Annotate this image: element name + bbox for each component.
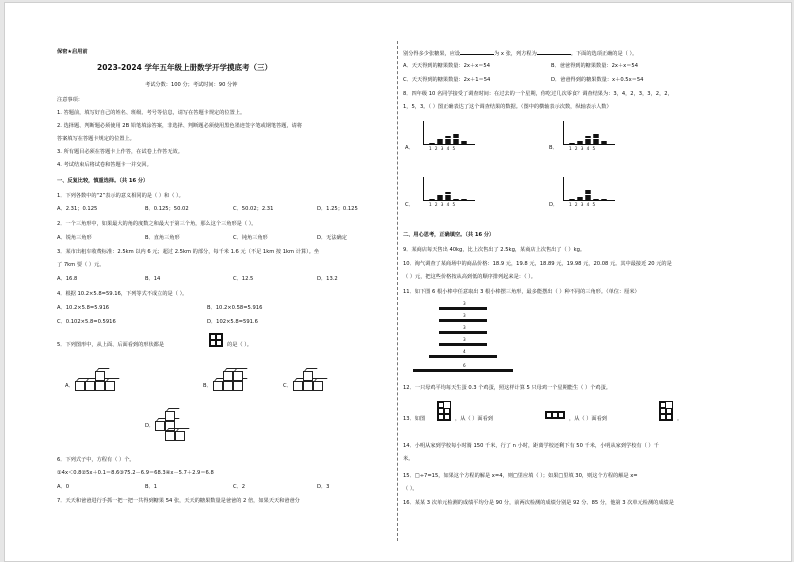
q15-text-b: （ ）。 bbox=[403, 486, 418, 492]
q4-option-b: B．10.2×0.58=5.916 bbox=[207, 305, 263, 311]
chart-column bbox=[577, 141, 583, 145]
chart-column bbox=[593, 199, 599, 201]
q13-figure-icon bbox=[437, 401, 451, 421]
q8-text: 8．四年级 10 名同学接受了调查时间：在过去的一个星期，你吃过几次零食？调查结果为：3，4，2，3，3，2，2， bbox=[403, 91, 673, 97]
q8-chart-c bbox=[423, 177, 475, 207]
chart-column bbox=[569, 199, 575, 201]
q3-text-b: 了 7km 要（ ）元。 bbox=[57, 262, 105, 268]
q8-label-d: D． bbox=[549, 202, 559, 208]
chart-column bbox=[601, 199, 607, 201]
q5-figure-a bbox=[75, 365, 119, 395]
chart-column bbox=[453, 199, 459, 201]
chart-coin bbox=[461, 199, 467, 201]
q13-text-b: ，从（ ）面看到 bbox=[455, 416, 493, 422]
stick-3-label: 3 bbox=[463, 325, 466, 330]
q4-text: 4．根据 10.2×5.8=59.16，下列等式不成立的是（ ）。 bbox=[57, 291, 188, 297]
stick-6 bbox=[413, 363, 513, 372]
q2-option-d: D．无法确定 bbox=[317, 235, 347, 241]
q6-option-d: D．3 bbox=[317, 484, 330, 490]
q5-text-post: 的是（ ）。 bbox=[227, 342, 252, 348]
q13-text-c: ，从（ ）面看到 bbox=[569, 416, 607, 422]
q7-text-b bbox=[403, 49, 637, 57]
q1-option-b: B．0.125；50.02 bbox=[145, 206, 189, 212]
q7-option-a: A．天天得到的糖果数量：2x＋x＝54 bbox=[403, 63, 491, 69]
chart-column bbox=[461, 199, 467, 201]
right-column bbox=[403, 3, 775, 561]
note-1: 1. 答题前，填写好自己的姓名、班级、考号等信息，请写在答题卡规定的位置上。 bbox=[57, 110, 246, 116]
chart-column bbox=[437, 194, 443, 201]
chart-coin bbox=[453, 199, 459, 201]
q3-option-b: B．14 bbox=[145, 276, 161, 282]
chart-column bbox=[461, 141, 467, 145]
stick-1 bbox=[439, 301, 487, 310]
q2-text: 2．一个三角形中，如果最大的角的度数之和最大于第三个角，那么这个三角形是（ ）。 bbox=[57, 221, 257, 227]
q14-text-b: 米。 bbox=[403, 456, 414, 462]
chart-column bbox=[429, 199, 435, 201]
q10-text: 10．淘气调查了某商场中的商品价格：18.9 元，19.8 元，18.89 元，19.98 元，20.08 元。其中最接近 20 元的是 bbox=[403, 261, 672, 267]
q5-figure-d bbox=[155, 411, 199, 447]
q7-text-b2: 为 x 张，列方程为 bbox=[494, 51, 537, 57]
chart-column bbox=[569, 143, 575, 145]
note-4: 4. 考试结束后将试卷和答题卡一并交回。 bbox=[57, 162, 152, 168]
stick-2 bbox=[439, 313, 487, 322]
q2-option-a: A．锐角三角形 bbox=[57, 235, 92, 241]
q8-chart-c-ticks: 12345 bbox=[429, 202, 459, 207]
q7-option-c: C．天天得到的糖果数量：2x＋1＝54 bbox=[403, 77, 491, 83]
chart-coin bbox=[445, 199, 451, 201]
chart-column bbox=[453, 134, 459, 145]
q8-chart-a bbox=[423, 121, 475, 151]
q8-text-b: 1，5，3。（ ）图正确表达了这个调查结果的数据。（图中的横轴表示次数，纵轴表示人数） bbox=[403, 104, 612, 110]
q10-text-b: （ ）元，把这些价格按从高到低的顺序排列起来是：（ ）。 bbox=[403, 274, 536, 280]
chart-column bbox=[585, 136, 591, 145]
q5-label-b: B． bbox=[203, 383, 212, 389]
q8-chart-d bbox=[563, 177, 615, 207]
q3-option-c: C．12.5 bbox=[233, 276, 254, 282]
q8-chart-d-ticks: 12345 bbox=[569, 202, 599, 207]
q8-label-a: A． bbox=[405, 145, 414, 151]
q8-chart-a-ticks: 12345 bbox=[429, 146, 459, 151]
note-3: 3. 所有题目必须在答题卡上作答，在试卷上作答无效。 bbox=[57, 149, 183, 155]
chart-coin bbox=[569, 143, 575, 145]
q8-label-b: B． bbox=[549, 145, 558, 151]
note-2: 2. 选择题、判断题必须使用 2B 铅笔填涂答案，非选择、判断题必须使用黑色墨迹签字笔或钢笔答题，请将 bbox=[57, 123, 303, 129]
q1-text: 1．下列各数中的“2”表示的意义相同的是（ ）和（ ）。 bbox=[57, 193, 184, 199]
chart-coin bbox=[429, 143, 435, 145]
q1-option-d: D．1.25；0.125 bbox=[317, 206, 358, 212]
chart-column bbox=[437, 138, 443, 145]
chart-coin bbox=[429, 199, 435, 201]
chart-column bbox=[445, 136, 451, 145]
chart-column bbox=[445, 192, 451, 201]
page-title: 2023-2024 学年五年级上册数学开学摸底考（三） bbox=[97, 63, 272, 72]
q6-option-a: A．0 bbox=[57, 484, 70, 490]
q7-option-b: B．爸爸得到的糖果数量：2x＋x＝54 bbox=[551, 63, 639, 69]
chart-coin bbox=[445, 143, 451, 145]
q6-option-b: B．1 bbox=[145, 484, 158, 490]
q6-option-c: C．2 bbox=[233, 484, 246, 490]
stick-6-label: 6 bbox=[463, 363, 466, 368]
q3-option-a: A．16.8 bbox=[57, 276, 78, 282]
q16-text: 16．某某 3 次单元检测的成绩平均分是 90 分，前两次检测的成绩分别是 92 分、85 分，他第 3 次单元检测的成绩是 bbox=[403, 500, 674, 506]
q14-text: 14．小明从家到学校每小时骑 150 千米，行了 n 小时，距离学校还剩下有 50 千米，小明从家到学校有（ ）千 bbox=[403, 443, 659, 449]
q12-text: 12．一只母鸡平均每天生蛋 0.3 个鸡蛋，照这样计算 5 只母鸡一个星期能生（ ）个鸡蛋。 bbox=[403, 385, 611, 391]
q6-equations: ①4x＜0.8②5x＋0.1＝8.6③75.2－6.9＝68.3④x－5.7＋2.9＝6.8 bbox=[57, 470, 214, 476]
chart-coin bbox=[585, 143, 591, 145]
chart-coin bbox=[437, 143, 443, 145]
notes-heading: 注意事项： bbox=[57, 97, 83, 103]
q4-option-a: A．10.2×5.8=5.916 bbox=[57, 305, 110, 311]
q6-text: 6．下列式子中，方程有（ ）个。 bbox=[57, 457, 135, 463]
chart-coin bbox=[577, 143, 583, 145]
chart-coin bbox=[461, 143, 467, 145]
chart-column bbox=[577, 197, 583, 201]
stick-4 bbox=[439, 337, 487, 346]
note-2b: 答案填写在答题卡规定的位置上。 bbox=[57, 136, 135, 142]
q5-label-a: A． bbox=[65, 383, 74, 389]
q9-text: 9．某商店每天售出 40kg，比上次售出了 2.5kg，某商店上次售出了（ ）kg。 bbox=[403, 247, 586, 253]
stick-4-label: 3 bbox=[463, 337, 466, 342]
q13-view-2-icon bbox=[659, 401, 673, 421]
chart-coin bbox=[577, 199, 583, 201]
chart-column bbox=[593, 134, 599, 145]
chart-coin bbox=[585, 199, 591, 201]
q13-text-a: 13．如图 bbox=[403, 416, 426, 422]
chart-column bbox=[429, 143, 435, 145]
q1-option-c: C．50.02；2.31 bbox=[233, 206, 274, 212]
q11-text: 11．如下图 6 根小棒中任意取出 3 根小棒摆三角形，最多能摆出（ ）种不同的三角形。（单位：厘米） bbox=[403, 289, 640, 295]
stick-5-label: 4 bbox=[463, 349, 466, 354]
chart-coin bbox=[593, 143, 599, 145]
q5-figure-b bbox=[213, 365, 257, 395]
stick-3 bbox=[439, 325, 487, 334]
left-column bbox=[57, 3, 395, 561]
q7-text-b1: 别分得多少张糖果，应设 bbox=[403, 51, 461, 57]
q3-text: 3．某市出租车收费标准：2.5km 以内 6 元；超过 2.5km 的部分，每千米 1.6 元（不足 1km 按 1km 计算）。坐 bbox=[57, 249, 320, 255]
q3-option-d: D．13.2 bbox=[317, 276, 338, 282]
chart-coin bbox=[601, 199, 607, 201]
q7-blank-1 bbox=[460, 49, 494, 55]
section2-heading: 二、用心思考，正确填空。（共 16 分） bbox=[403, 232, 495, 238]
exam-meta: 考试分数：100 分；考试时间：90 分钟 bbox=[145, 82, 238, 88]
q7-option-d: D．爸爸得到的糖果数量：x＋0.5x＝54 bbox=[551, 77, 644, 83]
section1-heading: 一、反复比较，慎重选择。（共 16 分） bbox=[57, 178, 149, 184]
q2-option-b: B．直角三角形 bbox=[145, 235, 180, 241]
chart-column bbox=[601, 141, 607, 145]
q8-label-c: C． bbox=[405, 202, 414, 208]
q7-text: 7．天天和爸爸进行手抓一把一把一共得到糖果 54 张，天天的糖果数量是爸爸的 2 倍，如果天天和爸爸分 bbox=[57, 498, 300, 504]
secret-label: 保密★启用前 bbox=[57, 49, 88, 55]
q1-option-a: A．2.31；0.125 bbox=[57, 206, 98, 212]
q4-option-d: D．102×5.8=591.6 bbox=[207, 319, 258, 325]
stick-2-label: 3 bbox=[463, 313, 466, 318]
q8-chart-b bbox=[563, 121, 615, 151]
q13-text-d: 。 bbox=[677, 416, 683, 422]
column-divider bbox=[397, 41, 398, 541]
q5-figure-c bbox=[293, 365, 337, 395]
q13-view-1-icon bbox=[545, 411, 565, 419]
chart-coin bbox=[569, 199, 575, 201]
chart-coin bbox=[453, 143, 459, 145]
q5-view-icon bbox=[209, 333, 223, 347]
q4-option-c: C．0.102×5.8=0.5916 bbox=[57, 319, 116, 325]
q7-text-b3: 。下面的选项正确的是（ ）。 bbox=[570, 51, 638, 57]
chart-coin bbox=[601, 143, 607, 145]
q5-label-d: D． bbox=[145, 423, 155, 429]
chart-coin bbox=[593, 199, 599, 201]
q5-label-c: C． bbox=[283, 383, 292, 389]
q8-chart-b-ticks: 12345 bbox=[569, 146, 599, 151]
q15-text: 15．□÷7=15，如果这个方程的解是 x=4，则□里应填（ ）；如果□里填 30，则这个方程的解是 x= bbox=[403, 473, 638, 479]
q2-option-c: C．钝角三角形 bbox=[233, 235, 268, 241]
chart-coin bbox=[437, 199, 443, 201]
q5-text: 5．下列图形中，从上面、后面看到的形状都是 bbox=[57, 342, 165, 348]
chart-column bbox=[585, 190, 591, 201]
stick-1-label: 3 bbox=[463, 301, 466, 306]
exam-sheet bbox=[4, 2, 792, 562]
stick-5 bbox=[429, 349, 497, 358]
q7-blank-2 bbox=[537, 49, 571, 55]
